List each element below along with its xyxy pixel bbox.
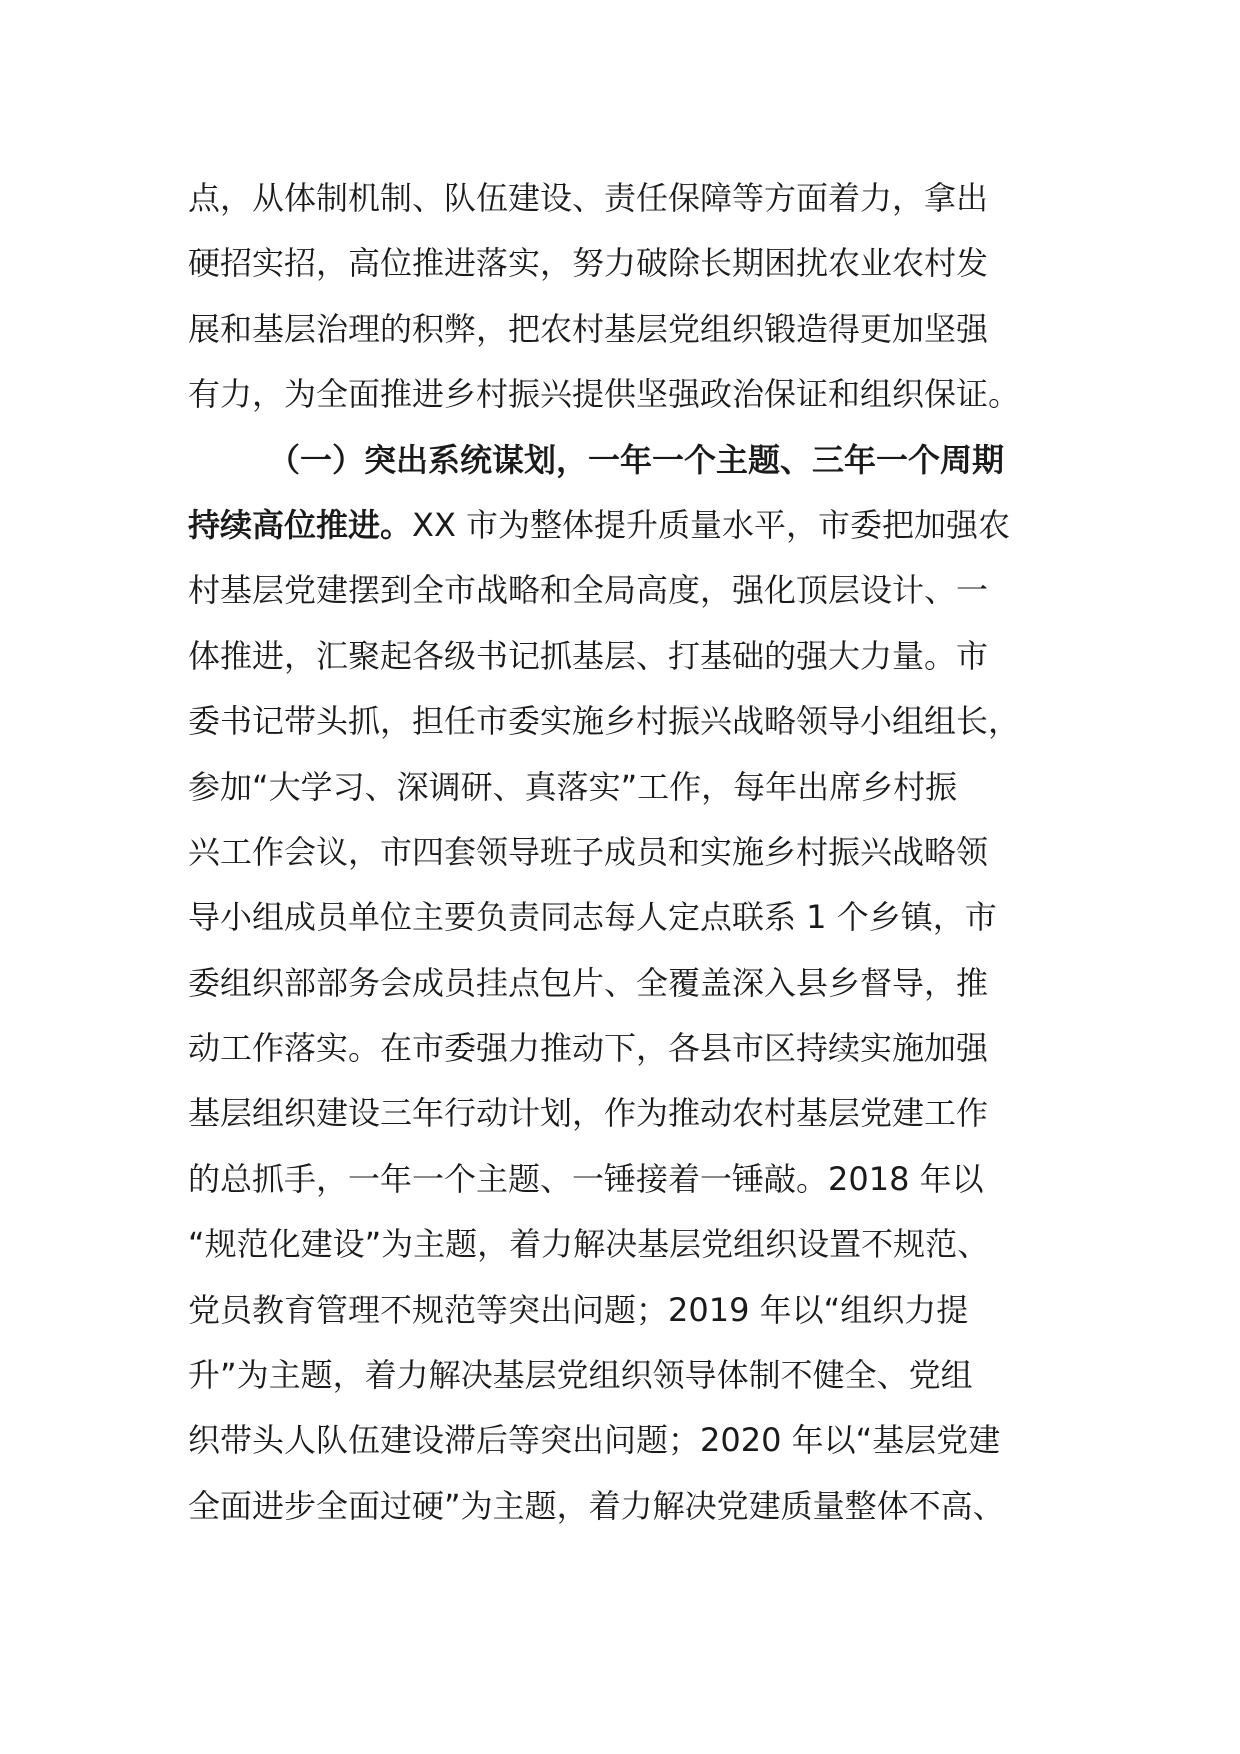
- paragraph-line: 体推进，汇聚起各级书记抓基层、打基础的强大力量。市: [188, 636, 989, 675]
- paragraph-line: 委书记带头抓，担任市委实施乡村振兴战略领导小组组长，: [188, 702, 1021, 741]
- paragraph-line: 点，从体制机制、队伍建设、责任保障等方面着力，拿出: [188, 179, 989, 217]
- paragraph-line: 有力，为全面推进乡村振兴提供坚强政治保证和组织保证。: [188, 375, 1021, 414]
- paragraph-line: “规范化建设”为主题，着力解决基层党组织设置不规范、: [188, 1225, 990, 1264]
- paragraph-line: 硬招实招，高位推进落实，努力破除长期困扰农业农村发: [188, 244, 989, 283]
- paragraph-line: 展和基层治理的积弊，把农村基层党组织锻造得更加坚强: [188, 309, 989, 348]
- section-heading: （一）突出系统谋划，一年一个主题、三年一个周期: [268, 440, 1005, 479]
- paragraph-line: [188, 493, 1068, 558]
- paragraph-line: 导小组成员单位主要负责同志每人定点联系 1 个乡镇，市: [188, 898, 997, 937]
- paragraph-line: 全面进步全面过硬”为主题，着力解决党建质量整体不高、: [188, 1486, 1005, 1525]
- paragraph-line: 的总抓手，一年一个主题、一锤接着一锤敲。2018 年以: [188, 1159, 984, 1198]
- paragraph-line: 织带头人队伍建设滞后等突出问题；2020 年以“基层党建: [188, 1421, 1001, 1460]
- paragraph-line: 委组织部部务会成员挂点包片、全覆盖深入县乡督导，推: [188, 963, 989, 1002]
- paragraph-line: 兴工作会议，市四套领导班子成员和实施乡村振兴战略领: [188, 832, 989, 871]
- paragraph-line: 升”为主题，着力解决基层党组织领导体制不健全、党组: [188, 1356, 973, 1395]
- paragraph-line: 村基层党建摆到全市战略和全局高度，强化顶层设计、一: [188, 571, 989, 610]
- section-heading-continuation: 持续高位推进。: [188, 505, 413, 544]
- paragraph-text: XX 市为整体提升质量水平，市委把加强农: [412, 505, 1011, 544]
- paragraph-line: 动工作落实。在市委强力推动下，各县市区持续实施加强: [188, 1029, 989, 1068]
- paragraph-line: 参加“大学习、深调研、真落实”工作，每年出席乡村振: [188, 767, 958, 806]
- body-text: [188, 166, 1068, 1539]
- paragraph-line: 基层组织建设三年行动计划，作为推动农村基层党建工作: [188, 1094, 989, 1133]
- paragraph-line: 党员教育管理不规范等突出问题；2019 年以“组织力提: [188, 1290, 969, 1329]
